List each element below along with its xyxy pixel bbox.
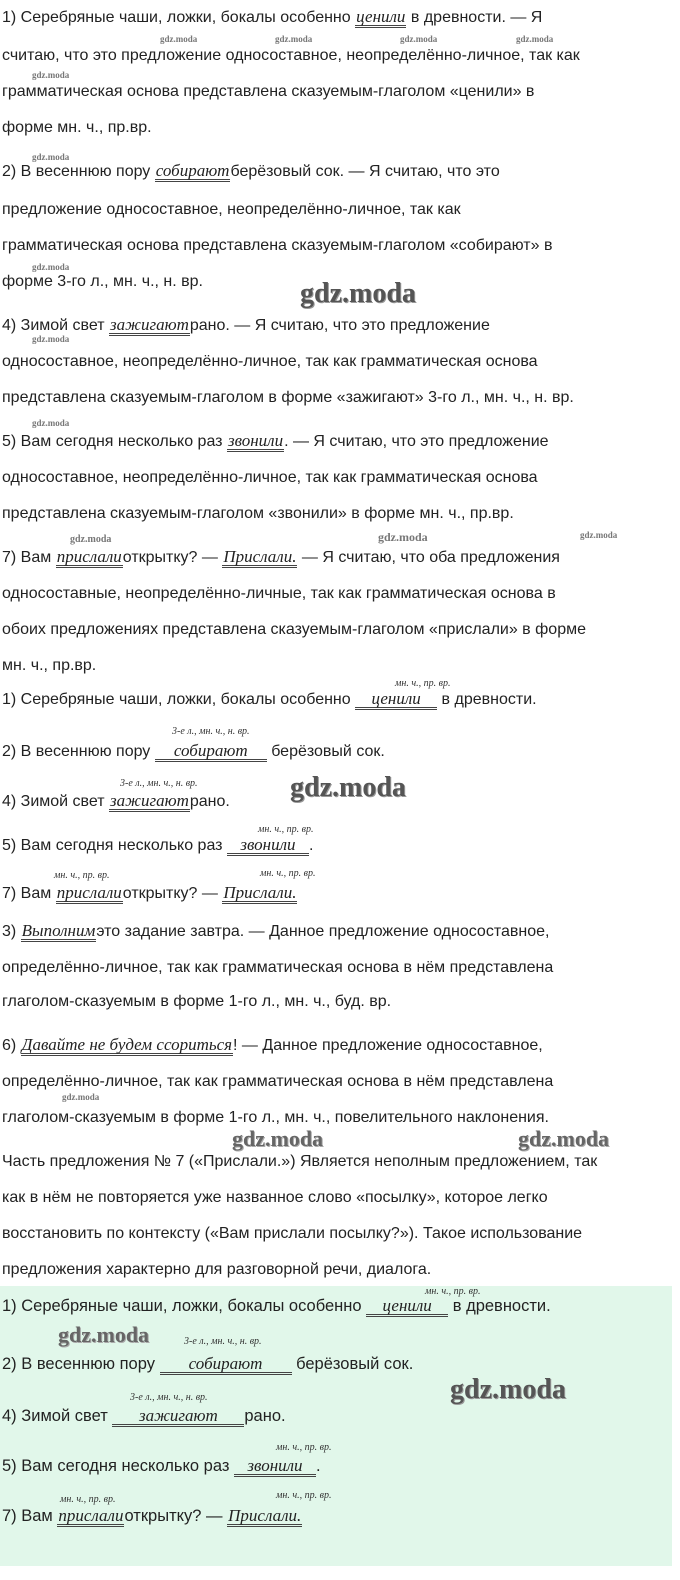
text: 7) Вам — [2, 1507, 58, 1525]
text: 2) В весеннюю пору — [2, 1355, 160, 1373]
predicate: прислали — [58, 1506, 124, 1525]
text: ! — Данное предложение односоставное, — [233, 1037, 543, 1054]
watermark: gdz.moda — [516, 34, 554, 44]
a-p7-line1 — [2, 548, 560, 568]
text: берёзовый сок. — [291, 1355, 414, 1373]
a-p7-line2: односоставные, неопределённо-личные, так как грамматическая основа в — [2, 585, 556, 602]
a-p2-line2: предложение односоставное, неопределённо-личное, так как — [2, 201, 461, 218]
d-row1 — [2, 1296, 551, 1317]
watermark: gdz.moda — [32, 152, 70, 162]
text: 1) Серебряные чаши, ложки, бокалы особенно — [2, 691, 356, 708]
predicate: ценили — [355, 690, 437, 710]
watermark: gdz.moda — [32, 418, 70, 428]
text: 5) Вам сегодня несколько раз — [2, 837, 227, 854]
text: рано. — Я считаю, что это предложение — [189, 317, 490, 334]
text: . — [308, 837, 314, 854]
text: это задание завтра. — Данное предложение односоставное, — [96, 923, 550, 940]
grammar-note: мн. ч., пр. вр. — [276, 1442, 332, 1453]
c-part-line1: Часть предложения № 7 («Прислали.») Является неполным предложением, так — [2, 1153, 598, 1170]
c-p3-line1 — [2, 922, 549, 942]
watermark: gdz.moda — [400, 34, 438, 44]
text: берёзовый сок. — [266, 743, 385, 760]
c-p6-line2: определённо-личное, так как грамматическая основа в нём представлена — [2, 1073, 554, 1090]
text: 5) Вам сегодня несколько раз — [2, 433, 227, 450]
text: открытку? — — [124, 1507, 228, 1525]
d-row5 — [2, 1456, 321, 1477]
a-p4-line2: односоставное, неопределённо-личное, так как грамматическая основа — [2, 353, 538, 370]
text: в древности. — [437, 691, 537, 708]
watermark: gdz.moda — [290, 772, 406, 803]
watermark: gdz.moda — [58, 1322, 150, 1347]
a-p5-line2: односоставное, неопределённо-личное, так как грамматическая основа — [2, 469, 538, 486]
predicate: собирают — [160, 1355, 292, 1375]
grammar-note: мн. ч., пр. вр. — [60, 1494, 116, 1505]
text: открытку? — — [122, 885, 223, 902]
a-p2-line1 — [2, 162, 500, 182]
text: в древности. — Я — [406, 9, 543, 26]
predicate: прислали — [56, 547, 122, 566]
a-p7-line4: мн. ч., пр.вр. — [2, 657, 97, 674]
grammar-note: мн. ч., пр. вр. — [425, 1286, 481, 1297]
grammar-note: 3-е л., мн. ч., н. вр. — [130, 1392, 208, 1403]
a-p1-line1 — [2, 8, 542, 28]
text: открытку? — — [122, 549, 223, 566]
a-p1-line2: считаю, что это предложение односоставное, неопределённо-личное, так как — [2, 47, 580, 64]
c-part-line3: восстановить по контексту («Вам прислали посылку?»). Такое использование — [2, 1225, 583, 1242]
d-row4 — [2, 1406, 286, 1427]
predicate: Прислали. — [228, 1506, 302, 1525]
watermark: gdz.moda — [62, 1092, 100, 1102]
text: 7) Вам — [2, 885, 56, 902]
predicate: зажигают — [110, 791, 189, 810]
text: 3) — [2, 923, 21, 940]
text: 4) Зимой свет — [2, 793, 110, 810]
predicate: прислали — [56, 883, 122, 902]
predicate: Прислали. — [223, 883, 297, 902]
text: 4) Зимой свет — [2, 1407, 113, 1425]
a-p4-line1 — [2, 316, 490, 336]
c-p6-line1 — [2, 1036, 543, 1056]
watermark: gdz.moda — [300, 278, 416, 309]
c-part-line2: как в нём не повторяется уже названное слово «посылку», которое легко — [2, 1189, 548, 1206]
a-p4-line3: представлена сказуемым-глаголом в форме «зажигают» 3-го л., мн. ч., н. вр. — [2, 389, 574, 406]
text: 5) Вам сегодня несколько раз — [2, 1457, 234, 1475]
watermark: gdz.moda — [275, 34, 313, 44]
text: 4) Зимой свет — [2, 317, 110, 334]
predicate: Давайте не будем ссориться — [21, 1035, 233, 1054]
c-p6-line3: глаголом-сказуемым в форме 1-го л., мн. ч., повелительного наклонения. — [2, 1109, 549, 1126]
grammar-note: 3-е л., мн. ч., н. вр. — [172, 726, 250, 737]
text: 2) В весеннюю пору — [2, 163, 155, 180]
grammar-note: мн. ч., пр. вр. — [258, 824, 314, 835]
b-row1 — [2, 690, 537, 710]
grammar-note: мн. ч., пр. вр. — [395, 678, 451, 689]
a-p2-line3: грамматическая основа представлена сказуемым-глаголом «собирают» в — [2, 237, 553, 254]
predicate: звонили — [227, 836, 309, 856]
predicate: ценили — [366, 1297, 448, 1317]
a-p5-line3: представлена сказуемым-глаголом «звонили» в форме мн. ч., пр.вр. — [2, 505, 514, 522]
grammar-note: 3-е л., мн. ч., н. вр. — [120, 778, 198, 789]
c-p3-line3: глаголом-сказуемым в форме 1-го л., мн. ч., буд. вр. — [2, 993, 392, 1010]
grammar-note: мн. ч., пр. вр. — [260, 868, 316, 879]
d-row7 — [2, 1506, 302, 1527]
predicate: Прислали. — [223, 547, 297, 566]
text: 7) Вам — [2, 549, 56, 566]
d-row2 — [2, 1354, 413, 1375]
predicate: звонили — [227, 431, 284, 450]
watermark: gdz.moda — [70, 534, 112, 545]
b-row7 — [2, 884, 297, 904]
b-row4 — [2, 792, 230, 812]
text: рано. — [244, 1407, 286, 1425]
b-row5 — [2, 836, 313, 856]
a-p2-line4: форме 3-го л., мн. ч., н. вр. — [2, 273, 203, 290]
watermark: gdz.moda — [378, 530, 428, 544]
text: — Я считаю, что оба предложения — [297, 549, 560, 566]
a-p5-line1 — [2, 432, 549, 452]
a-p1-line4: форме мн. ч., пр.вр. — [2, 119, 152, 136]
watermark: gdz.moda — [580, 530, 618, 540]
a-p7-line3: обоих предложениях представлена сказуемым-глаголом «прислали» в форме — [2, 621, 586, 638]
text: 6) — [2, 1037, 21, 1054]
predicate: Выполним — [21, 921, 96, 940]
grammar-note: мн. ч., пр. вр. — [276, 1490, 332, 1501]
text: . — Я считаю, что это предложение — [284, 433, 549, 450]
text: в древности. — [448, 1297, 551, 1315]
text: . — [315, 1457, 321, 1475]
predicate: зажигают — [110, 315, 189, 334]
predicate: собирают — [155, 161, 230, 180]
text: берёзовый сок. — Я считаю, что это — [230, 163, 500, 180]
c-p3-line2: определённо-личное, так как грамматическая основа в нём представлена — [2, 959, 554, 976]
watermark: gdz.moda — [32, 334, 70, 344]
text: 2) В весеннюю пору — [2, 743, 155, 760]
a-p1-line3: грамматическая основа представлена сказуемым-глаголом «ценили» в — [2, 83, 535, 100]
c-part-line4: предложения характерно для разговорной речи, диалога. — [2, 1261, 432, 1278]
watermark: gdz.moda — [32, 70, 70, 80]
text: 1) Серебряные чаши, ложки, бокалы особенно — [2, 9, 356, 26]
predicate: зажигают — [112, 1407, 244, 1427]
predicate: собирают — [155, 742, 267, 762]
watermark: gdz.moda — [160, 34, 198, 44]
grammar-note: 3-е л., мн. ч., н. вр. — [184, 1336, 262, 1347]
text: рано. — [189, 793, 230, 810]
watermark: gdz.moda — [232, 1126, 324, 1151]
text: 1) Серебряные чаши, ложки, бокалы особенно — [2, 1297, 367, 1315]
watermark: gdz.moda — [450, 1374, 566, 1405]
watermark: gdz.moda — [32, 262, 70, 272]
predicate: звонили — [234, 1457, 316, 1477]
predicate: ценили — [356, 7, 406, 26]
grammar-note: мн. ч., пр. вр. — [54, 870, 110, 881]
watermark: gdz.moda — [518, 1126, 610, 1151]
b-row2 — [2, 742, 385, 762]
